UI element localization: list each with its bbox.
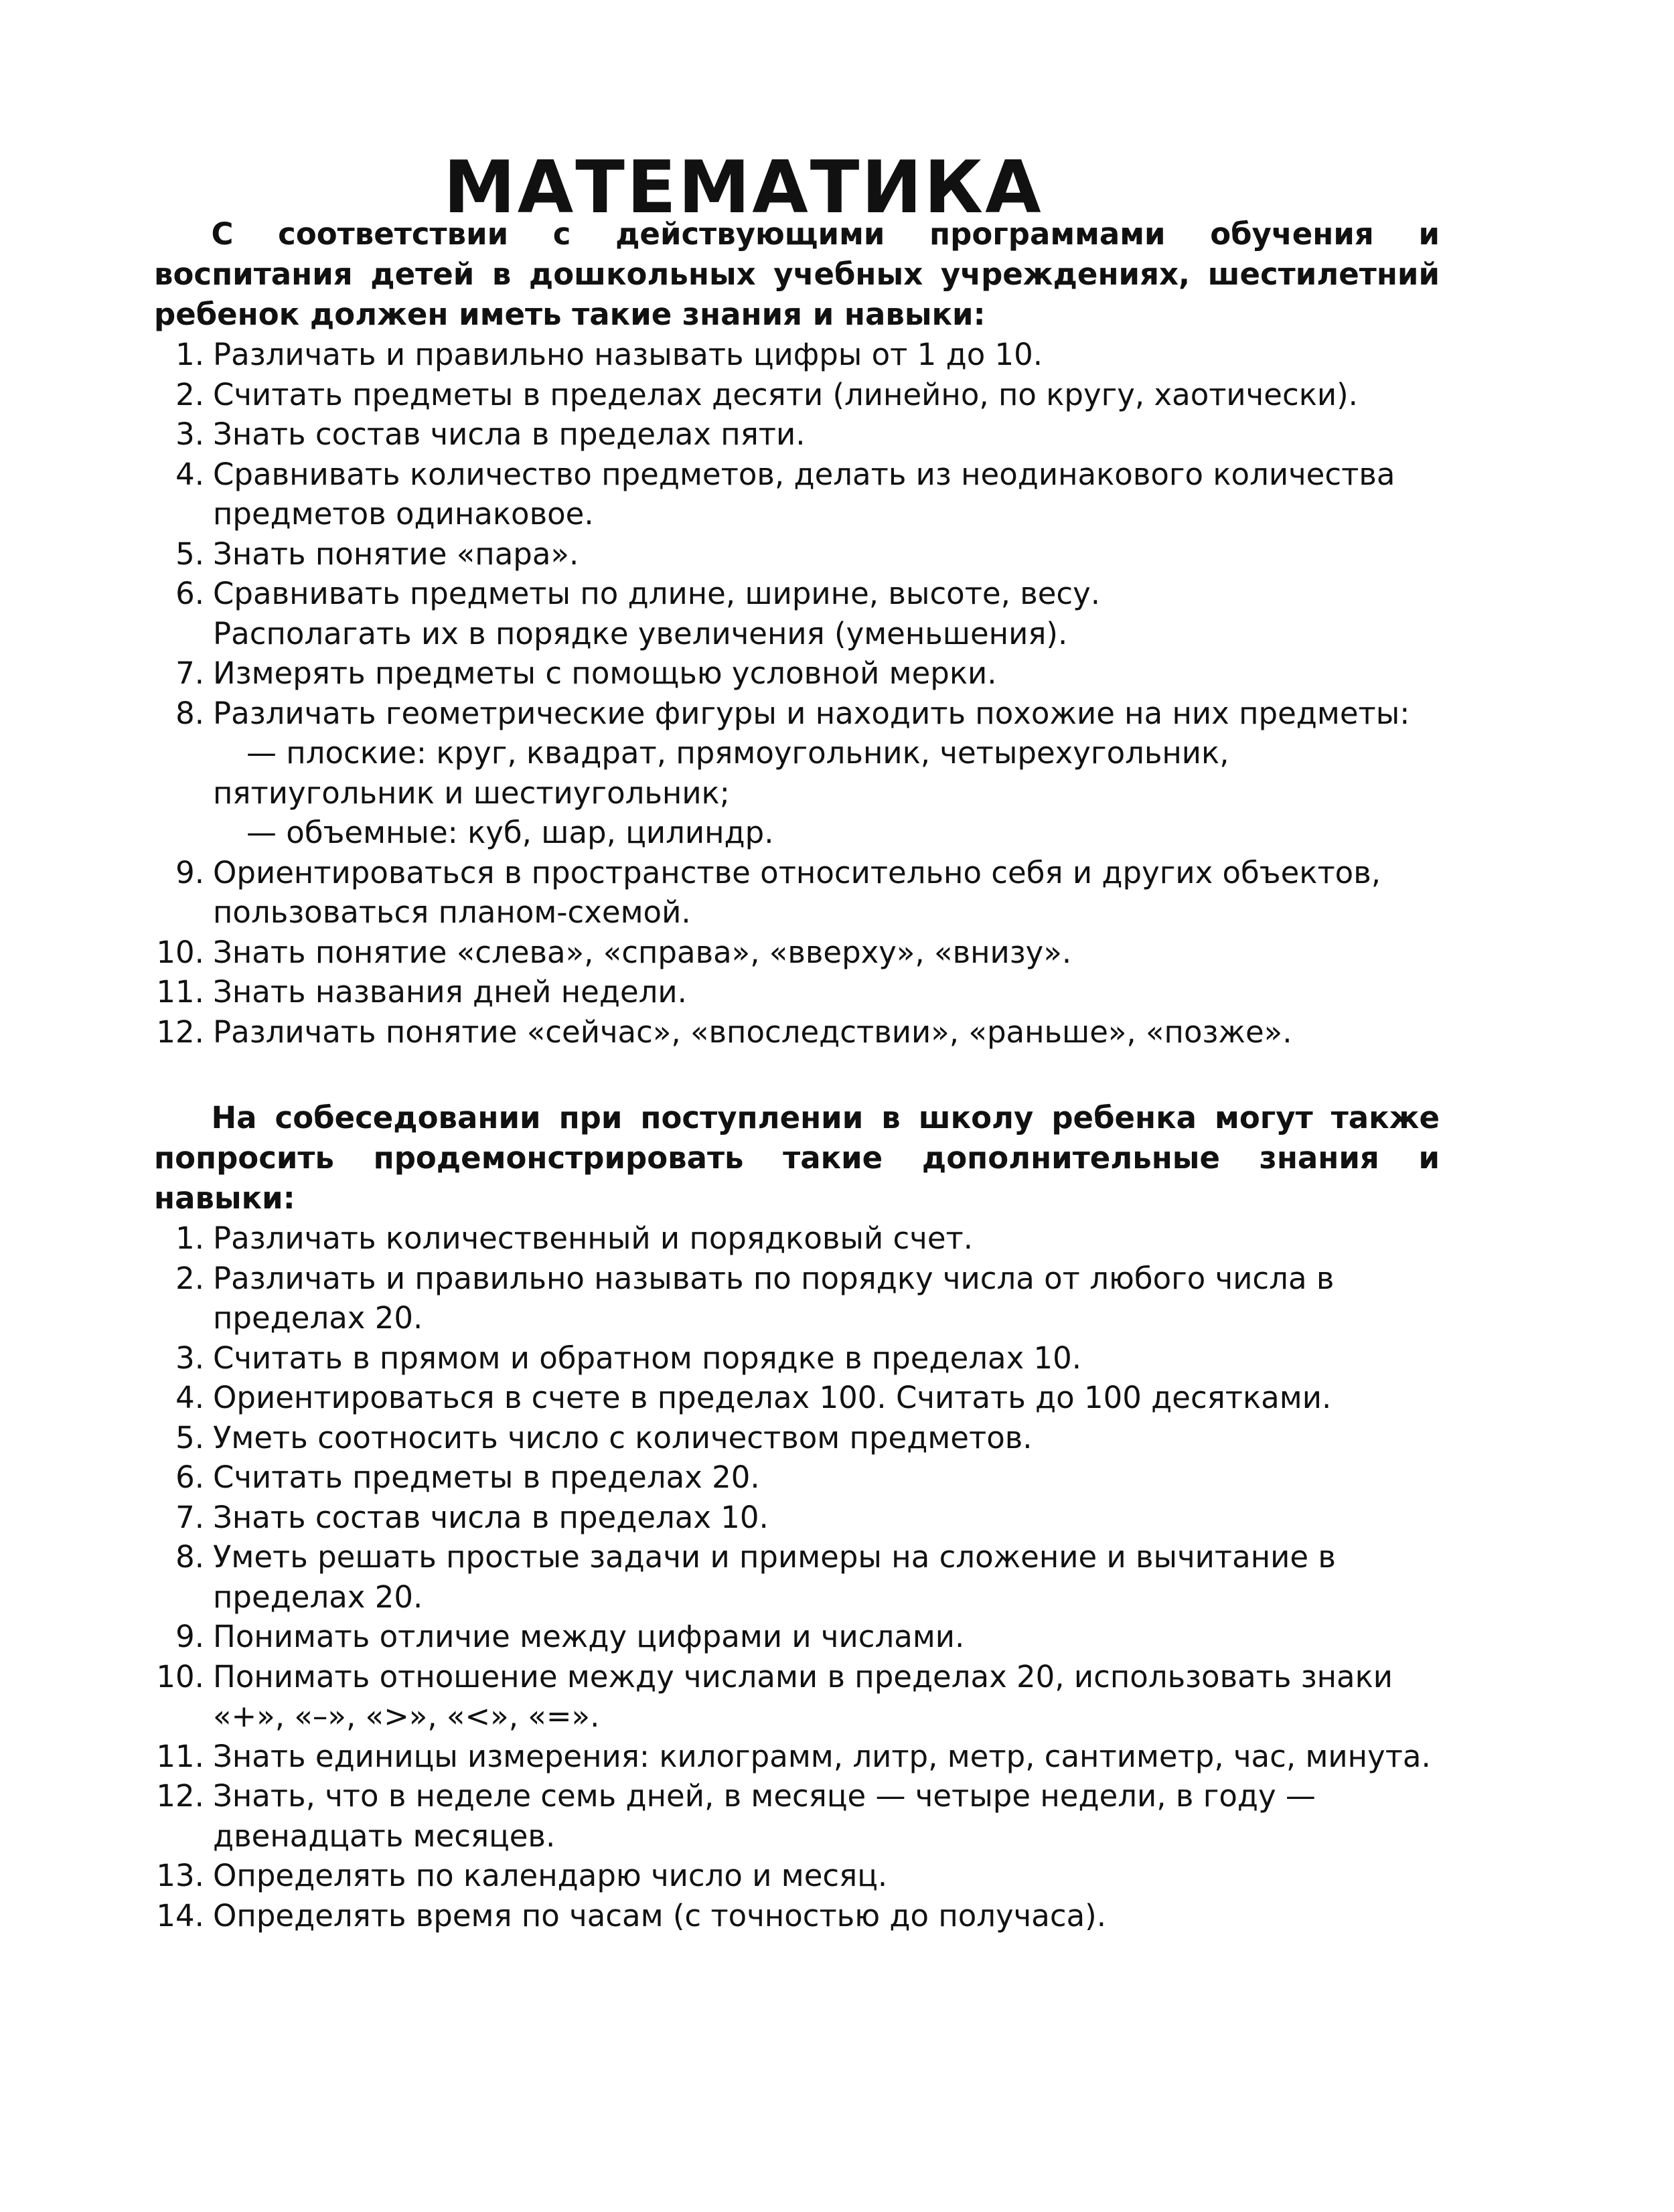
item-number: 5. [175,536,204,572]
item-number: 6. [175,1459,204,1495]
skills-list [154,1218,1440,1936]
section-required-skills [154,214,1440,1052]
skills-list [154,335,1440,1052]
item-text: Сравнивать количество предметов, делать из неодинакового количества предметов одинаковое. [213,456,1395,532]
item-text: Ориентироваться в счете в пределах 100. Считать до 100 десятками. [213,1380,1332,1415]
item-number: 3. [175,416,204,452]
list-item [154,1457,1440,1498]
item-text: Различать понятие «сейчас», «впоследствии», «раньше», «позже». [213,1014,1292,1050]
item-number: 6. [175,576,204,611]
item-number: 10. [156,934,204,970]
list-item [154,1617,1440,1657]
list-item [154,375,1440,415]
item-text: Знать понятие «слева», «справа», «вверху», «внизу». [213,934,1072,970]
item-number: 7. [175,655,204,691]
list-item [154,1218,1440,1259]
subitem-flat-shapes: — плоские: круг, квадрат, прямоугольник, четырехугольник, [246,735,1229,771]
item-number: 9. [175,1619,204,1654]
item-number: 2. [175,1260,204,1296]
list-item [154,653,1440,694]
list-item [154,335,1440,375]
item-text: Считать предметы в пределах десяти (линейно, по кругу, хаотически). [213,376,1358,412]
item-text: Различать и правильно называть цифры от 1 до 10. [213,337,1043,372]
item-number: 2. [175,376,204,412]
list-item [154,455,1440,534]
list-item [154,1418,1440,1458]
item-text: Определять время по часам (с точностью до получаса). [213,1897,1107,1933]
page-title: МАТЕМАТИКА [443,146,1043,230]
item-text: Уметь решать простые задачи и примеры на сложение и вычитание в пределах 20. [213,1539,1336,1615]
item-number: 5. [175,1419,204,1455]
item-text: Считать в прямом и обратном порядке в пределах 10. [213,1340,1082,1376]
item-text: Знать, что в неделе семь дней, в месяце — четыре недели, в году — двенадцать месяцев. [213,1778,1316,1854]
subitem-solid-shapes: — объемные: куб, шар, цилиндр. [246,815,774,850]
item-number: 1. [175,337,204,372]
list-item [154,1537,1440,1617]
item-number: 9. [175,854,204,890]
item-text: Определять по календарю число и месяц. [213,1858,888,1893]
list-item [154,972,1440,1012]
item-text: Знать названия дней недели. [213,974,687,1010]
item-number: 8. [175,1539,204,1575]
item-text: Измерять предметы с помощью условной мерки. [213,655,997,691]
item-text: Знать состав числа в пределах пяти. [213,416,806,452]
list-item [154,1259,1440,1338]
item-text: Различать геометрические фигуры и находить похожие на них предметы: [213,695,1410,731]
list-item [154,1896,1440,1936]
item-number: 13. [156,1858,204,1893]
subitem-flat-shapes-continued: пятиугольник и шестиугольник; [213,775,730,811]
item-number: 12. [156,1778,204,1814]
list-item [154,1378,1440,1418]
list-item [154,1498,1440,1538]
list-item [154,414,1440,455]
item-text: Уметь соотносить число с количеством предметов. [213,1419,1033,1455]
list-item [154,1856,1440,1896]
list-item [154,694,1440,853]
item-text: Различать количественный и порядковый счет. [213,1220,974,1256]
item-number: 4. [175,1380,204,1415]
item-text: Знать состав числа в пределах 10. [213,1499,769,1535]
list-item [154,933,1440,973]
item-text: Сравнивать предметы по длине, ширине, высоте, весу. [213,576,1101,611]
item-number: 8. [175,695,204,731]
item-number: 4. [175,456,204,492]
section-intro: На собеседовании при поступлении в школу ребенка могут также попросить продемонстрировать такие дополнительные знания и навыки: [154,1100,1440,1216]
item-text: Считать предметы в пределах 20. [213,1459,760,1495]
item-text: Знать единицы измерения: килограмм, литр, метр, сантиметр, час, минута. [213,1738,1431,1774]
list-item [154,574,1440,653]
item-number: 14. [156,1897,204,1933]
section-additional-skills [154,1098,1440,1936]
item-number: 1. [175,1220,204,1256]
item-text: Понимать отношение между числами в пределах 20, использовать знаки «+», «–», «>», «<», «=». [213,1658,1393,1734]
item-text: Понимать отличие между цифрами и числами. [213,1619,965,1654]
item-number: 12. [156,1014,204,1050]
list-item [154,1776,1440,1856]
item-number: 11. [156,974,204,1010]
item-text-continued: Располагать их в порядке увеличения (уменьшения). [213,615,1068,651]
item-number: 11. [156,1738,204,1774]
item-text: Знать понятие «пара». [213,536,579,572]
section-intro: С соответствии с действующими программами обучения и воспитания детей в дошкольных учебных учреждениях, шестилетний ребенок должен иметь такие знания и навыки: [154,216,1440,332]
list-item [154,1657,1440,1737]
item-text: Ориентироваться в пространстве относительно себя и других объектов, пользоваться планом-схемой. [213,854,1381,930]
list-item [154,1338,1440,1378]
item-number: 10. [156,1658,204,1694]
item-number: 3. [175,1340,204,1376]
item-number: 7. [175,1499,204,1535]
list-item [154,534,1440,574]
list-item [154,1737,1440,1777]
list-item [154,853,1440,933]
list-item [154,1012,1440,1052]
item-text: Различать и правильно называть по порядку числа от любого числа в пределах 20. [213,1260,1335,1336]
